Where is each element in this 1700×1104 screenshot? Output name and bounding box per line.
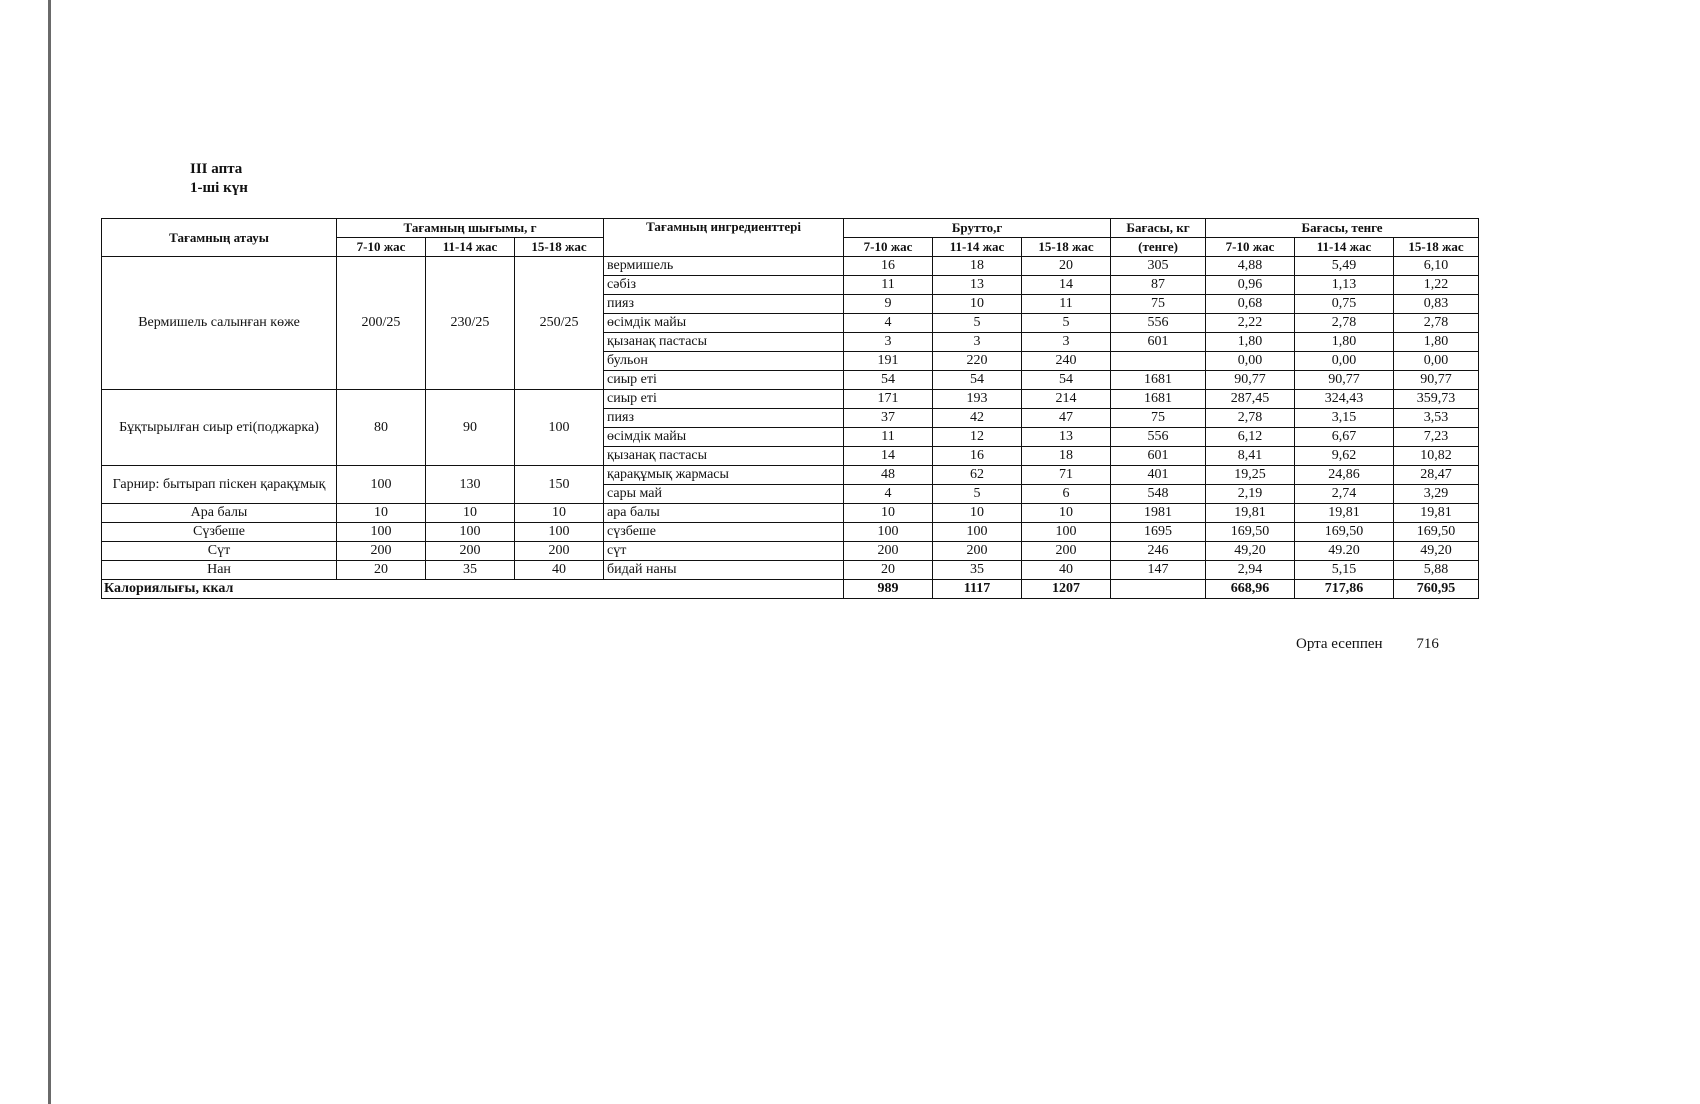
price-15-18: 1,80 [1394, 333, 1479, 352]
brutto-7-10: 14 [844, 447, 933, 466]
brutto-7-10: 37 [844, 409, 933, 428]
brutto-7-10: 200 [844, 542, 933, 561]
price-age-7-10: 7-10 жас [1206, 238, 1295, 257]
price-7-10: 0,68 [1206, 295, 1295, 314]
dish-name-header: Тағамның атауы [102, 219, 337, 257]
brutto-15-18: 100 [1022, 523, 1111, 542]
dish-yield-15-18: 40 [515, 561, 604, 580]
brutto-11-14: 18 [933, 257, 1022, 276]
ingredient-name: қызанақ пастасы [604, 333, 844, 352]
price-15-18: 169,50 [1394, 523, 1479, 542]
dish-yield-7-10: 200 [337, 542, 426, 561]
page-left-border [48, 0, 51, 1104]
brutto-11-14: 5 [933, 314, 1022, 333]
ingredient-name: қызанақ пастасы [604, 447, 844, 466]
brutto-11-14: 193 [933, 390, 1022, 409]
brutto-7-10: 20 [844, 561, 933, 580]
price-11-14: 6,67 [1295, 428, 1394, 447]
price-15-18: 49,20 [1394, 542, 1479, 561]
price-per-kg: 87 [1111, 276, 1206, 295]
total-brutto-11-14: 1117 [933, 580, 1022, 599]
dish-yield-11-14: 35 [426, 561, 515, 580]
price-per-kg: 1981 [1111, 504, 1206, 523]
brutto-15-18: 11 [1022, 295, 1111, 314]
header-row-1 [102, 219, 1479, 238]
table-row [102, 466, 1479, 485]
price-per-kg: 147 [1111, 561, 1206, 580]
table-row [102, 390, 1479, 409]
price-15-18: 10,82 [1394, 447, 1479, 466]
ingredient-name: қарақұмық жармасы [604, 466, 844, 485]
brutto-15-18: 47 [1022, 409, 1111, 428]
price-7-10: 6,12 [1206, 428, 1295, 447]
table-row [102, 504, 1479, 523]
ingredient-name: өсімдік майы [604, 314, 844, 333]
ingredients-header: Тағамның ингредиенттері [604, 219, 844, 257]
brutto-age-7-10: 7-10 жас [844, 238, 933, 257]
brutto-7-10: 11 [844, 428, 933, 447]
brutto-7-10: 3 [844, 333, 933, 352]
brutto-7-10: 54 [844, 371, 933, 390]
price-7-10: 0,96 [1206, 276, 1295, 295]
price-tenge-header: Бағасы, тенге [1206, 219, 1479, 238]
yield-age-15-18: 15-18 жас [515, 238, 604, 257]
price-15-18: 5,88 [1394, 561, 1479, 580]
brutto-11-14: 62 [933, 466, 1022, 485]
brutto-15-18: 18 [1022, 447, 1111, 466]
ingredient-name: сүзбеше [604, 523, 844, 542]
price-11-14: 5,15 [1295, 561, 1394, 580]
dish-name: Ара балы [102, 504, 337, 523]
brutto-7-10: 16 [844, 257, 933, 276]
dish-yield-11-14: 130 [426, 466, 515, 504]
brutto-15-18: 200 [1022, 542, 1111, 561]
ingredient-name: бульон [604, 352, 844, 371]
brutto-7-10: 4 [844, 314, 933, 333]
price-7-10: 49,20 [1206, 542, 1295, 561]
price-per-kg: 556 [1111, 314, 1206, 333]
price-per-kg: 75 [1111, 295, 1206, 314]
price-per-kg: 401 [1111, 466, 1206, 485]
total-brutto-7-10: 989 [844, 580, 933, 599]
dish-yield-7-10: 20 [337, 561, 426, 580]
dish-name: Сүзбеше [102, 523, 337, 542]
price-7-10: 0,00 [1206, 352, 1295, 371]
price-11-14: 2,74 [1295, 485, 1394, 504]
brutto-header: Брутто,г [844, 219, 1111, 238]
price-15-18: 6,10 [1394, 257, 1479, 276]
table-row [102, 257, 1479, 276]
ingredient-name: пияз [604, 409, 844, 428]
table-footer [102, 580, 1479, 599]
page-heading [190, 160, 248, 198]
average-label: Орта есеппен [1296, 636, 1383, 652]
dish-yield-7-10: 100 [337, 523, 426, 542]
brutto-15-18: 240 [1022, 352, 1111, 371]
price-7-10: 169,50 [1206, 523, 1295, 542]
brutto-15-18: 6 [1022, 485, 1111, 504]
ingredient-name: вермишель [604, 257, 844, 276]
dish-yield-15-18: 200 [515, 542, 604, 561]
table-header [102, 219, 1479, 257]
total-price-kg [1111, 580, 1206, 599]
price-11-14: 1,13 [1295, 276, 1394, 295]
table-row [102, 542, 1479, 561]
table-row [102, 561, 1479, 580]
average-summary [1296, 636, 1439, 653]
price-7-10: 2,78 [1206, 409, 1295, 428]
price-11-14: 324,43 [1295, 390, 1394, 409]
brutto-7-10: 171 [844, 390, 933, 409]
dish-yield-15-18: 100 [515, 523, 604, 542]
price-7-10: 8,41 [1206, 447, 1295, 466]
price-per-kg: 1695 [1111, 523, 1206, 542]
price-15-18: 359,73 [1394, 390, 1479, 409]
price-per-kg: 601 [1111, 447, 1206, 466]
brutto-15-18: 214 [1022, 390, 1111, 409]
price-7-10: 2,19 [1206, 485, 1295, 504]
price-15-18: 7,23 [1394, 428, 1479, 447]
price-per-kg: 601 [1111, 333, 1206, 352]
dish-yield-15-18: 150 [515, 466, 604, 504]
brutto-11-14: 10 [933, 504, 1022, 523]
price-11-14: 49.20 [1295, 542, 1394, 561]
brutto-11-14: 220 [933, 352, 1022, 371]
price-15-18: 3,53 [1394, 409, 1479, 428]
brutto-15-18: 40 [1022, 561, 1111, 580]
price-11-14: 5,49 [1295, 257, 1394, 276]
brutto-11-14: 3 [933, 333, 1022, 352]
dish-yield-15-18: 100 [515, 390, 604, 466]
price-11-14: 0,00 [1295, 352, 1394, 371]
price-kg-unit: (тенге) [1111, 238, 1206, 257]
price-kg-header: Бағасы, кг [1111, 219, 1206, 238]
price-11-14: 9,62 [1295, 447, 1394, 466]
brutto-11-14: 5 [933, 485, 1022, 504]
week-label: III апта [190, 161, 243, 177]
price-11-14: 1,80 [1295, 333, 1394, 352]
price-11-14: 19,81 [1295, 504, 1394, 523]
brutto-15-18: 10 [1022, 504, 1111, 523]
total-row [102, 580, 1479, 599]
price-age-11-14: 11-14 жас [1295, 238, 1394, 257]
dish-yield-11-14: 10 [426, 504, 515, 523]
dish-yield-7-10: 80 [337, 390, 426, 466]
total-brutto-15-18: 1207 [1022, 580, 1111, 599]
brutto-15-18: 20 [1022, 257, 1111, 276]
brutto-11-14: 13 [933, 276, 1022, 295]
price-15-18: 1,22 [1394, 276, 1479, 295]
price-per-kg: 1681 [1111, 371, 1206, 390]
table-row [102, 523, 1479, 542]
price-11-14: 3,15 [1295, 409, 1394, 428]
brutto-7-10: 10 [844, 504, 933, 523]
price-11-14: 169,50 [1295, 523, 1394, 542]
ingredient-name: сары май [604, 485, 844, 504]
dish-name: Нан [102, 561, 337, 580]
price-15-18: 2,78 [1394, 314, 1479, 333]
brutto-15-18: 54 [1022, 371, 1111, 390]
price-15-18: 90,77 [1394, 371, 1479, 390]
brutto-15-18: 71 [1022, 466, 1111, 485]
brutto-11-14: 42 [933, 409, 1022, 428]
brutto-11-14: 16 [933, 447, 1022, 466]
dish-yield-15-18: 10 [515, 504, 604, 523]
yield-age-11-14: 11-14 жас [426, 238, 515, 257]
price-11-14: 2,78 [1295, 314, 1394, 333]
dish-yield-15-18: 250/25 [515, 257, 604, 390]
price-7-10: 4,88 [1206, 257, 1295, 276]
dish-name: Гарнир: бытырап піскен қарақұмық [102, 466, 337, 504]
ingredient-name: сүт [604, 542, 844, 561]
price-7-10: 287,45 [1206, 390, 1295, 409]
brutto-7-10: 191 [844, 352, 933, 371]
brutto-15-18: 3 [1022, 333, 1111, 352]
price-11-14: 0,75 [1295, 295, 1394, 314]
brutto-15-18: 5 [1022, 314, 1111, 333]
dish-yield-7-10: 100 [337, 466, 426, 504]
ingredient-name: өсімдік майы [604, 428, 844, 447]
price-7-10: 19,25 [1206, 466, 1295, 485]
price-11-14: 24,86 [1295, 466, 1394, 485]
price-per-kg: 548 [1111, 485, 1206, 504]
brutto-7-10: 100 [844, 523, 933, 542]
ingredient-name: бидай наны [604, 561, 844, 580]
brutto-15-18: 13 [1022, 428, 1111, 447]
average-value: 716 [1416, 636, 1439, 652]
menu-table [101, 218, 1479, 599]
brutto-11-14: 35 [933, 561, 1022, 580]
brutto-11-14: 10 [933, 295, 1022, 314]
price-per-kg: 246 [1111, 542, 1206, 561]
price-15-18: 3,29 [1394, 485, 1479, 504]
yield-header: Тағамның шығымы, г [337, 219, 604, 238]
price-15-18: 0,83 [1394, 295, 1479, 314]
price-7-10: 2,94 [1206, 561, 1295, 580]
total-price-11-14: 717,86 [1295, 580, 1394, 599]
price-15-18: 19,81 [1394, 504, 1479, 523]
price-7-10: 2,22 [1206, 314, 1295, 333]
ingredient-name: сиыр еті [604, 371, 844, 390]
brutto-11-14: 100 [933, 523, 1022, 542]
dish-yield-11-14: 100 [426, 523, 515, 542]
ingredient-name: пияз [604, 295, 844, 314]
price-15-18: 0,00 [1394, 352, 1479, 371]
brutto-7-10: 9 [844, 295, 933, 314]
dish-yield-11-14: 230/25 [426, 257, 515, 390]
price-7-10: 1,80 [1206, 333, 1295, 352]
ingredient-name: ара балы [604, 504, 844, 523]
dish-yield-11-14: 90 [426, 390, 515, 466]
brutto-7-10: 4 [844, 485, 933, 504]
price-7-10: 90,77 [1206, 371, 1295, 390]
price-age-15-18: 15-18 жас [1394, 238, 1479, 257]
price-per-kg: 305 [1111, 257, 1206, 276]
brutto-11-14: 54 [933, 371, 1022, 390]
brutto-7-10: 48 [844, 466, 933, 485]
dish-name: Сүт [102, 542, 337, 561]
dish-yield-7-10: 200/25 [337, 257, 426, 390]
price-per-kg: 1681 [1111, 390, 1206, 409]
brutto-11-14: 12 [933, 428, 1022, 447]
brutto-age-15-18: 15-18 жас [1022, 238, 1111, 257]
ingredient-name: сәбіз [604, 276, 844, 295]
brutto-7-10: 11 [844, 276, 933, 295]
ingredient-name: сиыр еті [604, 390, 844, 409]
brutto-age-11-14: 11-14 жас [933, 238, 1022, 257]
price-per-kg: 556 [1111, 428, 1206, 447]
dish-name: Вермишель салынған көже [102, 257, 337, 390]
total-price-15-18: 760,95 [1394, 580, 1479, 599]
dish-yield-11-14: 200 [426, 542, 515, 561]
price-7-10: 19,81 [1206, 504, 1295, 523]
day-label: 1-ші күн [190, 180, 248, 196]
yield-age-7-10: 7-10 жас [337, 238, 426, 257]
total-price-7-10: 668,96 [1206, 580, 1295, 599]
table-body [102, 257, 1479, 580]
price-per-kg [1111, 352, 1206, 371]
price-15-18: 28,47 [1394, 466, 1479, 485]
price-11-14: 90,77 [1295, 371, 1394, 390]
price-per-kg: 75 [1111, 409, 1206, 428]
dish-yield-7-10: 10 [337, 504, 426, 523]
brutto-15-18: 14 [1022, 276, 1111, 295]
brutto-11-14: 200 [933, 542, 1022, 561]
dish-name: Бұқтырылған сиыр еті(поджарка) [102, 390, 337, 466]
total-label: Калориялығы, ккал [102, 580, 844, 599]
